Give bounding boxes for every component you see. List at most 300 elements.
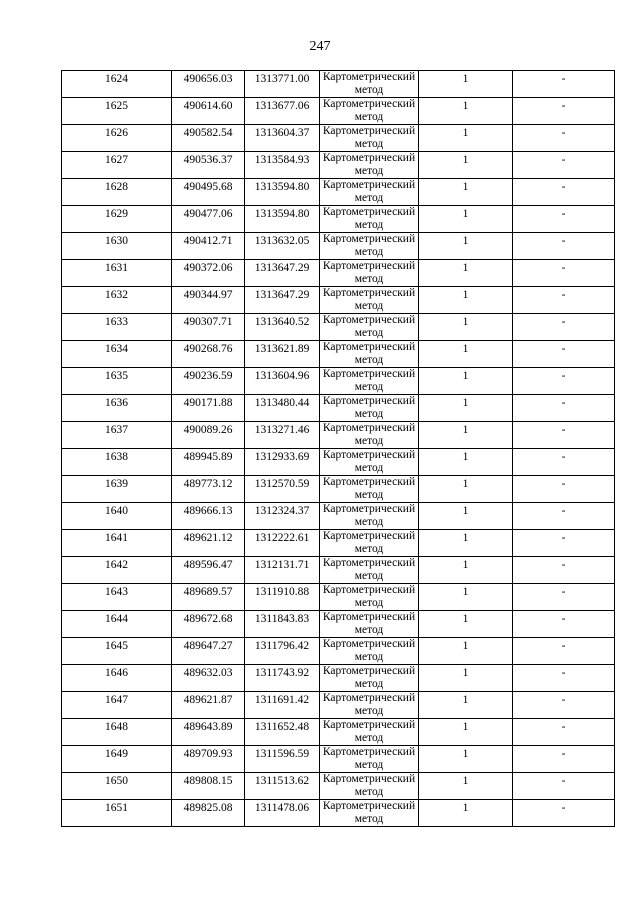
y-coordinate-cell-text: 1311743.92 bbox=[254, 667, 310, 679]
method-cell-text: Картометрический метод bbox=[322, 719, 416, 744]
point-number-cell-text: 1628 bbox=[105, 181, 128, 193]
y-coordinate-cell-text: 1311652.48 bbox=[254, 721, 310, 733]
point-number-cell-text: 1624 bbox=[105, 73, 128, 85]
x-coordinate-cell-text: 490171.88 bbox=[183, 397, 233, 409]
accuracy-cell bbox=[419, 692, 513, 719]
table-row bbox=[62, 449, 615, 476]
accuracy-cell-text: 1 bbox=[462, 586, 469, 598]
point-number-cell-text: 1639 bbox=[105, 478, 128, 490]
x-coordinate-cell-text: 490477.06 bbox=[183, 208, 233, 220]
note-cell bbox=[513, 611, 615, 638]
point-number-cell bbox=[62, 71, 172, 98]
y-coordinate-cell-text: 1311478.06 bbox=[254, 802, 310, 814]
x-coordinate-cell-text: 490412.71 bbox=[183, 235, 233, 247]
coordinates-table bbox=[61, 70, 615, 827]
point-number-cell-text: 1629 bbox=[105, 208, 128, 220]
method-cell bbox=[320, 800, 419, 827]
method-cell-text: Картометрический метод bbox=[322, 314, 416, 339]
accuracy-cell-text: 1 bbox=[462, 208, 469, 220]
x-coordinate-cell-text: 489825.08 bbox=[183, 802, 233, 814]
table-row bbox=[62, 584, 615, 611]
method-cell bbox=[320, 773, 419, 800]
method-cell-text: Картометрический метод bbox=[322, 179, 416, 204]
accuracy-cell-text: 1 bbox=[462, 559, 469, 571]
y-coordinate-cell bbox=[245, 476, 320, 503]
note-cell bbox=[513, 557, 615, 584]
y-coordinate-cell-text: 1313677.06 bbox=[254, 100, 310, 112]
x-coordinate-cell bbox=[172, 368, 245, 395]
y-coordinate-cell-text: 1311596.59 bbox=[254, 748, 310, 760]
method-cell-text: Картометрический метод bbox=[322, 71, 416, 96]
note-cell bbox=[513, 746, 615, 773]
method-cell-text: Картометрический метод bbox=[322, 422, 416, 447]
x-coordinate-cell-text: 490307.71 bbox=[183, 316, 233, 328]
x-coordinate-cell-text: 489689.57 bbox=[183, 586, 233, 598]
x-coordinate-cell bbox=[172, 584, 245, 611]
accuracy-cell bbox=[419, 287, 513, 314]
point-number-cell-text: 1642 bbox=[105, 559, 128, 571]
x-coordinate-cell bbox=[172, 638, 245, 665]
point-number-cell-text: 1637 bbox=[105, 424, 128, 436]
point-number-cell bbox=[62, 800, 172, 827]
point-number-cell bbox=[62, 449, 172, 476]
note-cell bbox=[513, 341, 615, 368]
x-coordinate-cell-text: 489621.12 bbox=[183, 532, 233, 544]
point-number-cell-text: 1644 bbox=[105, 613, 128, 625]
y-coordinate-cell bbox=[245, 773, 320, 800]
accuracy-cell bbox=[419, 503, 513, 530]
point-number-cell bbox=[62, 422, 172, 449]
note-cell-text: - bbox=[561, 289, 566, 301]
note-cell-text: - bbox=[561, 208, 566, 220]
y-coordinate-cell-text: 1313632.05 bbox=[254, 235, 310, 247]
note-cell bbox=[513, 530, 615, 557]
point-number-cell-text: 1641 bbox=[105, 532, 128, 544]
y-coordinate-cell bbox=[245, 800, 320, 827]
table-row bbox=[62, 503, 615, 530]
note-cell-text: - bbox=[561, 721, 566, 733]
y-coordinate-cell-text: 1311796.42 bbox=[254, 640, 310, 652]
point-number-cell-text: 1630 bbox=[105, 235, 128, 247]
method-cell-text: Картометрический метод bbox=[322, 800, 416, 825]
accuracy-cell-text: 1 bbox=[462, 667, 469, 679]
table-row bbox=[62, 530, 615, 557]
point-number-cell bbox=[62, 719, 172, 746]
point-number-cell bbox=[62, 746, 172, 773]
y-coordinate-cell bbox=[245, 746, 320, 773]
point-number-cell bbox=[62, 206, 172, 233]
y-coordinate-cell bbox=[245, 341, 320, 368]
point-number-cell bbox=[62, 260, 172, 287]
note-cell bbox=[513, 476, 615, 503]
point-number-cell-text: 1651 bbox=[105, 802, 128, 814]
y-coordinate-cell-text: 1311910.88 bbox=[254, 586, 310, 598]
table-row bbox=[62, 638, 615, 665]
method-cell-text: Картометрический метод bbox=[322, 98, 416, 123]
accuracy-cell-text: 1 bbox=[462, 775, 469, 787]
accuracy-cell-text: 1 bbox=[462, 532, 469, 544]
accuracy-cell bbox=[419, 557, 513, 584]
y-coordinate-cell bbox=[245, 611, 320, 638]
x-coordinate-cell-text: 490268.76 bbox=[183, 343, 233, 355]
x-coordinate-cell bbox=[172, 206, 245, 233]
point-number-cell bbox=[62, 341, 172, 368]
y-coordinate-cell-text: 1312933.69 bbox=[254, 451, 310, 463]
note-cell-text: - bbox=[561, 640, 566, 652]
table-row bbox=[62, 395, 615, 422]
table-row bbox=[62, 773, 615, 800]
note-cell-text: - bbox=[561, 559, 566, 571]
point-number-cell-text: 1632 bbox=[105, 289, 128, 301]
table-row bbox=[62, 314, 615, 341]
table-row bbox=[62, 233, 615, 260]
note-cell-text: - bbox=[561, 667, 566, 679]
accuracy-cell-text: 1 bbox=[462, 613, 469, 625]
point-number-cell bbox=[62, 530, 172, 557]
y-coordinate-cell-text: 1311513.62 bbox=[254, 775, 310, 787]
y-coordinate-cell-text: 1313604.37 bbox=[254, 127, 310, 139]
accuracy-cell-text: 1 bbox=[462, 154, 469, 166]
accuracy-cell-text: 1 bbox=[462, 289, 469, 301]
method-cell-text: Картометрический метод bbox=[322, 692, 416, 717]
accuracy-cell bbox=[419, 368, 513, 395]
note-cell-text: - bbox=[561, 802, 566, 814]
method-cell-text: Картометрический метод bbox=[322, 125, 416, 150]
y-coordinate-cell-text: 1313771.00 bbox=[254, 73, 310, 85]
method-cell-text: Картометрический метод bbox=[322, 152, 416, 177]
method-cell-text: Картометрический метод bbox=[322, 341, 416, 366]
accuracy-cell bbox=[419, 233, 513, 260]
method-cell bbox=[320, 611, 419, 638]
table-row bbox=[62, 557, 615, 584]
note-cell-text: - bbox=[561, 127, 566, 139]
note-cell bbox=[513, 260, 615, 287]
accuracy-cell bbox=[419, 314, 513, 341]
table-row bbox=[62, 152, 615, 179]
method-cell-text: Картометрический метод bbox=[322, 557, 416, 582]
y-coordinate-cell bbox=[245, 422, 320, 449]
accuracy-cell bbox=[419, 638, 513, 665]
accuracy-cell-text: 1 bbox=[462, 424, 469, 436]
method-cell-text: Картометрический метод bbox=[322, 611, 416, 636]
method-cell bbox=[320, 152, 419, 179]
note-cell-text: - bbox=[561, 694, 566, 706]
y-coordinate-cell bbox=[245, 179, 320, 206]
accuracy-cell bbox=[419, 98, 513, 125]
point-number-cell-text: 1649 bbox=[105, 748, 128, 760]
x-coordinate-cell-text: 490344.97 bbox=[183, 289, 233, 301]
y-coordinate-cell bbox=[245, 557, 320, 584]
y-coordinate-cell bbox=[245, 638, 320, 665]
table-row bbox=[62, 179, 615, 206]
note-cell bbox=[513, 773, 615, 800]
accuracy-cell bbox=[419, 206, 513, 233]
point-number-cell bbox=[62, 557, 172, 584]
note-cell-text: - bbox=[561, 154, 566, 166]
accuracy-cell bbox=[419, 125, 513, 152]
note-cell-text: - bbox=[561, 370, 566, 382]
y-coordinate-cell-text: 1312222.61 bbox=[254, 532, 310, 544]
method-cell-text: Картометрический метод bbox=[322, 773, 416, 798]
point-number-cell bbox=[62, 503, 172, 530]
method-cell-text: Картометрический метод bbox=[322, 503, 416, 528]
method-cell-text: Картометрический метод bbox=[322, 206, 416, 231]
table-row bbox=[62, 125, 615, 152]
accuracy-cell-text: 1 bbox=[462, 100, 469, 112]
y-coordinate-cell-text: 1313647.29 bbox=[254, 262, 310, 274]
accuracy-cell-text: 1 bbox=[462, 127, 469, 139]
note-cell-text: - bbox=[561, 451, 566, 463]
table-row bbox=[62, 665, 615, 692]
method-cell-text: Картометрический метод bbox=[322, 476, 416, 501]
note-cell-text: - bbox=[561, 73, 566, 85]
x-coordinate-cell bbox=[172, 800, 245, 827]
method-cell-text: Картометрический метод bbox=[322, 233, 416, 258]
accuracy-cell-text: 1 bbox=[462, 721, 469, 733]
note-cell-text: - bbox=[561, 316, 566, 328]
point-number-cell-text: 1648 bbox=[105, 721, 128, 733]
x-coordinate-cell bbox=[172, 287, 245, 314]
accuracy-cell-text: 1 bbox=[462, 451, 469, 463]
method-cell bbox=[320, 449, 419, 476]
method-cell bbox=[320, 503, 419, 530]
accuracy-cell-text: 1 bbox=[462, 397, 469, 409]
note-cell-text: - bbox=[561, 100, 566, 112]
y-coordinate-cell-text: 1313640.52 bbox=[254, 316, 310, 328]
note-cell bbox=[513, 422, 615, 449]
table-row bbox=[62, 71, 615, 98]
method-cell bbox=[320, 665, 419, 692]
method-cell-text: Картометрический метод bbox=[322, 530, 416, 555]
x-coordinate-cell-text: 490656.03 bbox=[183, 73, 233, 85]
x-coordinate-cell-text: 489647.27 bbox=[183, 640, 233, 652]
y-coordinate-cell bbox=[245, 233, 320, 260]
note-cell bbox=[513, 152, 615, 179]
table-row bbox=[62, 287, 615, 314]
accuracy-cell-text: 1 bbox=[462, 640, 469, 652]
point-number-cell bbox=[62, 287, 172, 314]
method-cell bbox=[320, 71, 419, 98]
note-cell bbox=[513, 98, 615, 125]
accuracy-cell bbox=[419, 341, 513, 368]
note-cell-text: - bbox=[561, 586, 566, 598]
y-coordinate-cell bbox=[245, 449, 320, 476]
note-cell bbox=[513, 665, 615, 692]
accuracy-cell-text: 1 bbox=[462, 478, 469, 490]
accuracy-cell-text: 1 bbox=[462, 370, 469, 382]
table-row bbox=[62, 422, 615, 449]
x-coordinate-cell bbox=[172, 665, 245, 692]
point-number-cell bbox=[62, 395, 172, 422]
x-coordinate-cell-text: 490236.59 bbox=[183, 370, 233, 382]
x-coordinate-cell bbox=[172, 719, 245, 746]
point-number-cell-text: 1646 bbox=[105, 667, 128, 679]
y-coordinate-cell bbox=[245, 314, 320, 341]
point-number-cell bbox=[62, 152, 172, 179]
y-coordinate-cell bbox=[245, 530, 320, 557]
x-coordinate-cell bbox=[172, 125, 245, 152]
accuracy-cell-text: 1 bbox=[462, 343, 469, 355]
method-cell bbox=[320, 260, 419, 287]
note-cell bbox=[513, 692, 615, 719]
accuracy-cell bbox=[419, 665, 513, 692]
note-cell-text: - bbox=[561, 613, 566, 625]
point-number-cell-text: 1638 bbox=[105, 451, 128, 463]
y-coordinate-cell bbox=[245, 584, 320, 611]
note-cell bbox=[513, 206, 615, 233]
y-coordinate-cell bbox=[245, 125, 320, 152]
point-number-cell bbox=[62, 179, 172, 206]
point-number-cell-text: 1643 bbox=[105, 586, 128, 598]
accuracy-cell bbox=[419, 179, 513, 206]
accuracy-cell bbox=[419, 746, 513, 773]
x-coordinate-cell bbox=[172, 179, 245, 206]
method-cell-text: Картометрический метод bbox=[322, 395, 416, 420]
point-number-cell-text: 1650 bbox=[105, 775, 128, 787]
point-number-cell bbox=[62, 314, 172, 341]
y-coordinate-cell bbox=[245, 719, 320, 746]
accuracy-cell bbox=[419, 71, 513, 98]
accuracy-cell bbox=[419, 395, 513, 422]
y-coordinate-cell-text: 1313621.89 bbox=[254, 343, 310, 355]
y-coordinate-cell-text: 1313271.46 bbox=[254, 424, 310, 436]
x-coordinate-cell bbox=[172, 449, 245, 476]
method-cell bbox=[320, 692, 419, 719]
method-cell-text: Картометрический метод bbox=[322, 287, 416, 312]
note-cell bbox=[513, 368, 615, 395]
y-coordinate-cell-text: 1313594.80 bbox=[254, 181, 310, 193]
x-coordinate-cell-text: 489632.03 bbox=[183, 667, 233, 679]
accuracy-cell bbox=[419, 422, 513, 449]
table-row bbox=[62, 719, 615, 746]
x-coordinate-cell bbox=[172, 314, 245, 341]
point-number-cell-text: 1636 bbox=[105, 397, 128, 409]
method-cell bbox=[320, 476, 419, 503]
method-cell bbox=[320, 422, 419, 449]
x-coordinate-cell-text: 489808.15 bbox=[183, 775, 233, 787]
accuracy-cell-text: 1 bbox=[462, 802, 469, 814]
accuracy-cell-text: 1 bbox=[462, 235, 469, 247]
x-coordinate-cell bbox=[172, 773, 245, 800]
point-number-cell-text: 1645 bbox=[105, 640, 128, 652]
x-coordinate-cell-text: 489709.93 bbox=[183, 748, 233, 760]
x-coordinate-cell-text: 489596.47 bbox=[183, 559, 233, 571]
point-number-cell-text: 1634 bbox=[105, 343, 128, 355]
point-number-cell bbox=[62, 638, 172, 665]
note-cell-text: - bbox=[561, 532, 566, 544]
point-number-cell-text: 1627 bbox=[105, 154, 128, 166]
accuracy-cell bbox=[419, 530, 513, 557]
accuracy-cell bbox=[419, 449, 513, 476]
accuracy-cell bbox=[419, 584, 513, 611]
x-coordinate-cell-text: 490614.60 bbox=[183, 100, 233, 112]
method-cell bbox=[320, 368, 419, 395]
note-cell-text: - bbox=[561, 397, 566, 409]
note-cell-text: - bbox=[561, 775, 566, 787]
note-cell-text: - bbox=[561, 505, 566, 517]
x-coordinate-cell bbox=[172, 746, 245, 773]
accuracy-cell-text: 1 bbox=[462, 262, 469, 274]
note-cell-text: - bbox=[561, 343, 566, 355]
note-cell bbox=[513, 125, 615, 152]
y-coordinate-cell-text: 1312131.71 bbox=[254, 559, 310, 571]
y-coordinate-cell-text: 1313647.29 bbox=[254, 289, 310, 301]
note-cell bbox=[513, 71, 615, 98]
point-number-cell bbox=[62, 368, 172, 395]
table-row bbox=[62, 692, 615, 719]
y-coordinate-cell bbox=[245, 368, 320, 395]
x-coordinate-cell bbox=[172, 557, 245, 584]
y-coordinate-cell bbox=[245, 692, 320, 719]
y-coordinate-cell bbox=[245, 71, 320, 98]
point-number-cell bbox=[62, 611, 172, 638]
method-cell bbox=[320, 125, 419, 152]
x-coordinate-cell-text: 489945.89 bbox=[183, 451, 233, 463]
method-cell bbox=[320, 314, 419, 341]
accuracy-cell bbox=[419, 152, 513, 179]
x-coordinate-cell bbox=[172, 152, 245, 179]
note-cell bbox=[513, 314, 615, 341]
point-number-cell bbox=[62, 584, 172, 611]
y-coordinate-cell bbox=[245, 503, 320, 530]
method-cell-text: Картометрический метод bbox=[322, 260, 416, 285]
method-cell-text: Картометрический метод bbox=[322, 584, 416, 609]
method-cell bbox=[320, 584, 419, 611]
method-cell bbox=[320, 233, 419, 260]
point-number-cell-text: 1635 bbox=[105, 370, 128, 382]
note-cell bbox=[513, 584, 615, 611]
accuracy-cell bbox=[419, 773, 513, 800]
table-row bbox=[62, 476, 615, 503]
accuracy-cell bbox=[419, 719, 513, 746]
x-coordinate-cell bbox=[172, 692, 245, 719]
accuracy-cell-text: 1 bbox=[462, 316, 469, 328]
table-row bbox=[62, 341, 615, 368]
accuracy-cell-text: 1 bbox=[462, 748, 469, 760]
note-cell bbox=[513, 395, 615, 422]
point-number-cell bbox=[62, 233, 172, 260]
x-coordinate-cell bbox=[172, 476, 245, 503]
point-number-cell-text: 1640 bbox=[105, 505, 128, 517]
note-cell bbox=[513, 638, 615, 665]
method-cell-text: Картометрический метод bbox=[322, 638, 416, 663]
note-cell-text: - bbox=[561, 235, 566, 247]
y-coordinate-cell-text: 1311691.42 bbox=[254, 694, 310, 706]
x-coordinate-cell-text: 490536.37 bbox=[183, 154, 233, 166]
method-cell-text: Картометрический метод bbox=[322, 449, 416, 474]
table-row bbox=[62, 260, 615, 287]
y-coordinate-cell bbox=[245, 152, 320, 179]
x-coordinate-cell bbox=[172, 260, 245, 287]
x-coordinate-cell-text: 489773.12 bbox=[183, 478, 233, 490]
method-cell-text: Картометрический метод bbox=[322, 665, 416, 690]
point-number-cell bbox=[62, 665, 172, 692]
y-coordinate-cell bbox=[245, 206, 320, 233]
note-cell-text: - bbox=[561, 478, 566, 490]
table-row bbox=[62, 746, 615, 773]
accuracy-cell bbox=[419, 800, 513, 827]
x-coordinate-cell bbox=[172, 71, 245, 98]
accuracy-cell-text: 1 bbox=[462, 694, 469, 706]
coordinates-table-body bbox=[62, 71, 615, 827]
y-coordinate-cell-text: 1313594.80 bbox=[254, 208, 310, 220]
point-number-cell bbox=[62, 773, 172, 800]
method-cell bbox=[320, 395, 419, 422]
note-cell-text: - bbox=[561, 424, 566, 436]
y-coordinate-cell bbox=[245, 98, 320, 125]
y-coordinate-cell bbox=[245, 395, 320, 422]
method-cell-text: Картометрический метод bbox=[322, 368, 416, 393]
